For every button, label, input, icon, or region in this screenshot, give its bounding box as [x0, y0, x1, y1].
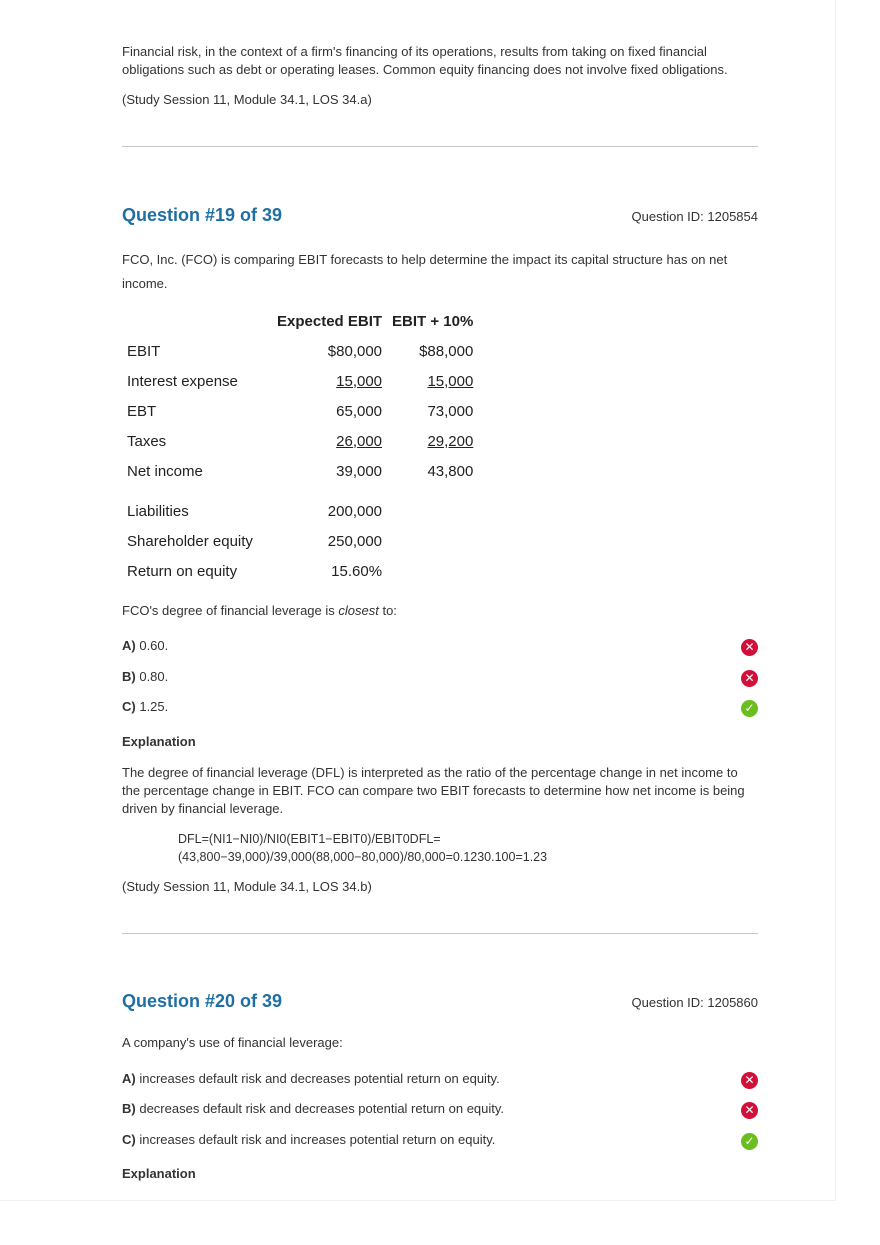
question-stem-block: [122, 248, 758, 296]
table-row: [122, 526, 478, 556]
prompt-text: to:: [378, 603, 397, 618]
table-cell: Liabilities: [127, 502, 189, 520]
option-text: decreases default risk and decreases potential return on equity.: [139, 1101, 505, 1116]
table-cell: 43,800: [427, 462, 474, 480]
question-title: Question #20 of 39: [122, 991, 283, 1011]
divider: [122, 933, 758, 934]
answer-option-a[interactable]: [122, 638, 758, 658]
question-id: Question ID: 1205860: [631, 995, 758, 1010]
table-cell: Taxes: [127, 432, 167, 450]
table-cell: 39,000: [336, 462, 383, 480]
table-cell-empty: [387, 526, 478, 556]
dfl-formula: [178, 830, 738, 866]
financial-table-block: [122, 306, 758, 586]
x-circle-icon: ✕: [741, 639, 758, 656]
table-header: [122, 306, 272, 336]
option-text: 1.25.: [139, 699, 169, 714]
question-stem: A company's use of financial leverage:: [122, 1035, 343, 1050]
prompt-text: FCO's degree of financial leverage is: [122, 603, 339, 618]
table-cell: EBT: [127, 402, 157, 420]
option-text: 0.80.: [139, 669, 169, 684]
question-stem: FCO, Inc. (FCO) is comparing EBIT forecasts to help determine the impact its capital structure has on net income.: [122, 252, 728, 291]
table-row: [122, 336, 478, 366]
table-cell: 15,000: [427, 372, 474, 390]
table-cell: $80,000: [327, 342, 383, 360]
prompt-emphasis: closest: [338, 603, 379, 618]
x-circle-icon: ✕: [741, 1072, 758, 1089]
table-cell: Interest expense: [127, 372, 238, 390]
table-cell: 29,200: [427, 432, 474, 450]
prev-reference: (Study Session 11, Module 34.1, LOS 34.a): [122, 92, 372, 107]
question-id: Question ID: 1205854: [631, 209, 758, 224]
prev-explanation: Financial risk, in the context of a firm's financing of its operations, results from taking on fixed financial obligations such as debt or operating leases. Common equity financing does not involve fixed obligations.: [122, 44, 728, 77]
explanation-text: The degree of financial leverage (DFL) is interpreted as the ratio of the percentage change in net income to the percentage change in EBIT. FCO can compare two EBIT forecasts to determine how net income is being driven by financial leverage.: [122, 765, 745, 816]
table-row: [122, 496, 478, 526]
option-text: 0.60.: [139, 638, 169, 653]
answer-option-a[interactable]: [122, 1071, 758, 1091]
table-cell-empty: [387, 556, 478, 586]
table-cell: $88,000: [419, 342, 474, 360]
table-cell: EBIT: [127, 342, 161, 360]
question-prompt-block: [122, 602, 758, 620]
table-row: [122, 556, 478, 586]
table-row: [122, 456, 478, 486]
x-circle-icon: ✕: [741, 670, 758, 687]
question-stem-block: [122, 1034, 758, 1052]
formula-line: DFL=(NI1−NI0)/NI0(EBIT1−EBIT0)/EBIT0DFL=: [178, 832, 441, 846]
check-circle-icon: ✓: [741, 700, 758, 717]
formula-line: (43,800−39,000)/39,000(88,000−80,000)/80,000=0.1230.100=1.23: [178, 850, 548, 864]
table-header: Expected EBIT: [277, 312, 383, 330]
answer-option-c[interactable]: [122, 699, 758, 719]
explanation-heading: Explanation: [122, 734, 196, 749]
question-header: [122, 205, 758, 229]
answer-option-b[interactable]: [122, 669, 758, 689]
table-cell: Return on equity: [127, 562, 238, 580]
option-letter: C): [122, 699, 136, 714]
option-letter: A): [122, 638, 136, 653]
divider: [122, 146, 758, 147]
prev-explanation-block: [122, 43, 758, 79]
answer-option-b[interactable]: [122, 1101, 758, 1121]
reference-block: [122, 878, 758, 896]
option-letter: A): [122, 1071, 136, 1086]
table-cell: 15,000: [336, 372, 383, 390]
question-header: [122, 991, 758, 1015]
table-cell: 73,000: [427, 402, 474, 420]
table-row: [122, 366, 478, 396]
option-letter: B): [122, 1101, 136, 1116]
table-header: EBIT + 10%: [392, 312, 474, 330]
table-cell: Shareholder equity: [127, 532, 253, 550]
table-cell: 65,000: [336, 402, 383, 420]
question-prompt: [122, 602, 758, 620]
table-cell: 250,000: [327, 532, 383, 550]
explanation-block: [122, 764, 758, 818]
reference: (Study Session 11, Module 34.1, LOS 34.b): [122, 879, 372, 894]
check-circle-icon: ✓: [741, 1133, 758, 1150]
table-cell-empty: [387, 496, 478, 526]
table-spacer-cell: [122, 486, 478, 496]
option-letter: B): [122, 669, 136, 684]
table-cell: 26,000: [336, 432, 383, 450]
financial-table: [122, 306, 478, 586]
x-circle-icon: ✕: [741, 1102, 758, 1119]
option-text: increases default risk and increases potential return on equity.: [139, 1132, 496, 1147]
option-letter: C): [122, 1132, 136, 1147]
prev-reference-wrap: [122, 91, 758, 109]
table-row: [122, 396, 478, 426]
explanation-heading: Explanation: [122, 1166, 196, 1181]
question-title: Question #19 of 39: [122, 205, 283, 225]
option-text: increases default risk and decreases potential return on equity.: [139, 1071, 500, 1086]
answer-option-c[interactable]: [122, 1132, 758, 1152]
table-spacer: [122, 486, 478, 496]
table-header-row: [122, 306, 478, 336]
table-cell: 15.60%: [331, 562, 383, 580]
table-cell: Net income: [127, 462, 203, 480]
table-row: [122, 426, 478, 456]
table-cell: 200,000: [327, 502, 383, 520]
